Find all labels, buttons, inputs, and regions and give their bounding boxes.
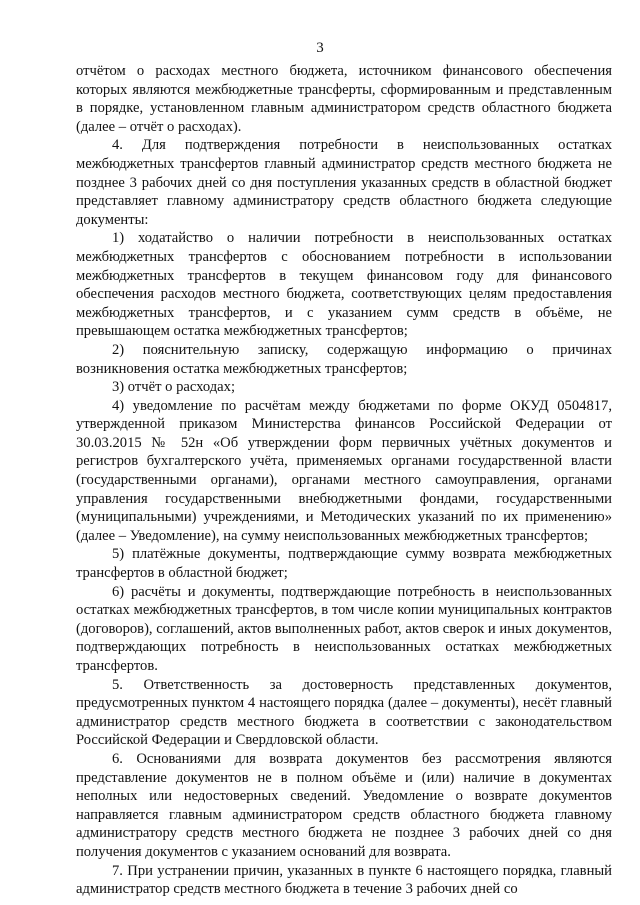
paragraph-item-7: 7. При устранении причин, указанных в пункте 6 настоящего порядка, главный администратор средств местного бюджета в течение 3 рабочих дней со — [76, 862, 612, 898]
page-number: 3 — [316, 40, 324, 56]
list-item-4: 4) уведомление по расчётам между бюджетами по форме ОКУД 0504817, утвержденной приказом Министерства финансов Российской Федерации от 30.03.2015 № 52н «Об утверждении форм первичных учётных документов и регистров бухгалтерского учёта, применяемых органами государственной власти (государственными органами), органами местного самоуправления, органами управления государственными внебюджетными фондами, государственными (муниципальными) учреждениями, и Методических указаний по их применению» (далее – Уведомление), на сумму неиспользованных межбюджетных трансфертов; — [76, 397, 612, 544]
document-body — [76, 62, 612, 899]
paragraph-continuation: отчётом о расходах местного бюджета, источником финансового обеспечения которых являются межбюджетные трансферты, сформированным и представленным в порядке, установленном главным администратором средств областного бюджета (далее – отчёт о расходах). — [76, 63, 612, 135]
paragraph-item-5: 5. Ответственность за достоверность представленных документов, предусмотренных пунктом 4 настоящего порядка (далее – документы), несёт главный администратор средств местного бюджета в соответствии с законодательством Российской Федерации и Свердловской области. — [76, 676, 612, 749]
paragraph-item-4: 4. Для подтверждения потребности в неиспользованных остатках межбюджетных трансфертов главный администратор средств местного бюджета не позднее 3 рабочих дней со дня поступления указанных средств в областной бюджет представляет главному администратору средств областного бюджета следующие документы: — [76, 137, 612, 228]
list-item-1: 1) ходатайство о наличии потребности в неиспользованных остатках межбюджетных трансфертов с обоснованием потребности в использовании межбюджетных трансфертов в текущем финансовом году для финансового обеспечения расходов местного бюджета, соответствующих целям предоставления межбюджетных трансфертов, и с указанием сумм средств в объёме, не превышающем остатка межбюджетных трансфертов; — [76, 230, 612, 340]
paragraph-item-6: 6. Основаниями для возврата документов без рассмотрения являются представление документов не в полном объёме и (или) наличие в документах неполных или недостоверных сведений. Уведомление о возврате документов направляется главным администратором средств областного бюджета главному администратору средств местного бюджета не позднее 3 рабочих дней со дня получения документов с указанием оснований для возврата. — [76, 750, 612, 860]
list-item-2: 2) пояснительную записку, содержащую информацию о причинах возникновения остатка межбюджетных трансфертов; — [76, 341, 612, 377]
list-item-6: 6) расчёты и документы, подтверждающие потребность в неиспользованных остатках межбюджетных трансфертов, в том числе копии муниципальных контрактов (договоров), соглашений, актов выполненных работ, актов сверок и иных документов, подтверждающих потребность в неиспользованных остатках межбюджетных трансфертов. — [76, 583, 612, 674]
list-item-3: 3) отчёт о расходах; — [112, 379, 236, 396]
list-item-5: 5) платёжные документы, подтверждающие сумму возврата межбюджетных трансфертов в областной бюджет; — [76, 546, 612, 582]
